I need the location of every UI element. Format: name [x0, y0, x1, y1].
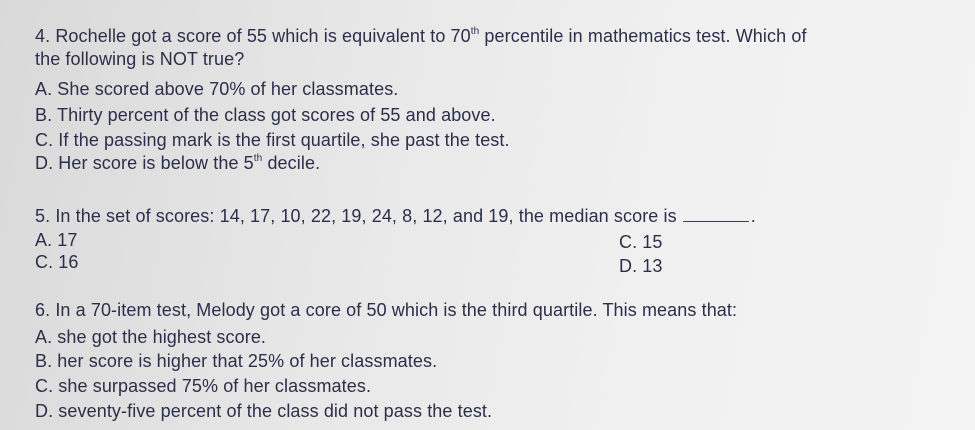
q6-option-c: C. she surpassed 75% of her classmates. [35, 376, 372, 396]
q6-option-d: D. seventy-five percent of the class did not pass the test. [35, 401, 493, 421]
q4-option-d-part1: D. Her score is below the 5 [35, 153, 254, 173]
q5-stem-text: 5. In the set of scores: 14, 17, 10, 22, 19, 24, 8, 12, and 19, the median score is [35, 206, 677, 226]
q4-option-d-part2: decile. [262, 153, 321, 173]
q6-option-b: B. her score is higher that 25% of her classmates. [35, 351, 438, 371]
q4-option-d [35, 152, 320, 174]
q4-option-b: B. Thirty percent of the class got scores of 55 and above. [35, 105, 496, 125]
q4-stem-line1 [35, 25, 807, 47]
q5-option-d: D. 13 [619, 256, 663, 276]
q5-option-b: C. 15 [619, 232, 663, 252]
q6-option-a: A. she got the highest score. [35, 327, 267, 347]
q5-option-a: A. 17 [35, 230, 78, 250]
q4-stem-line2: the following is NOT true? [35, 49, 245, 69]
q4-stem-part2: percentile in mathematics test. Which of [479, 26, 807, 46]
q4-stem-part1: 4. Rochelle got a score of 55 which is equivalent to 70 [35, 26, 471, 46]
q4-option-c: C. If the passing mark is the first quartile, she past the test. [35, 130, 510, 150]
q4-option-a: A. She scored above 70% of her classmates. [35, 79, 399, 99]
q4-option-d-superscript: th [253, 153, 263, 164]
q6-stem: 6. In a 70-item test, Melody got a core of 50 which is the third quartile. This means that: [35, 300, 738, 320]
q5-option-c: C. 16 [35, 252, 79, 272]
q5-period: . [750, 206, 756, 226]
q4-superscript: th [470, 26, 480, 37]
answer-blank [683, 207, 749, 222]
q5-stem [35, 205, 756, 227]
